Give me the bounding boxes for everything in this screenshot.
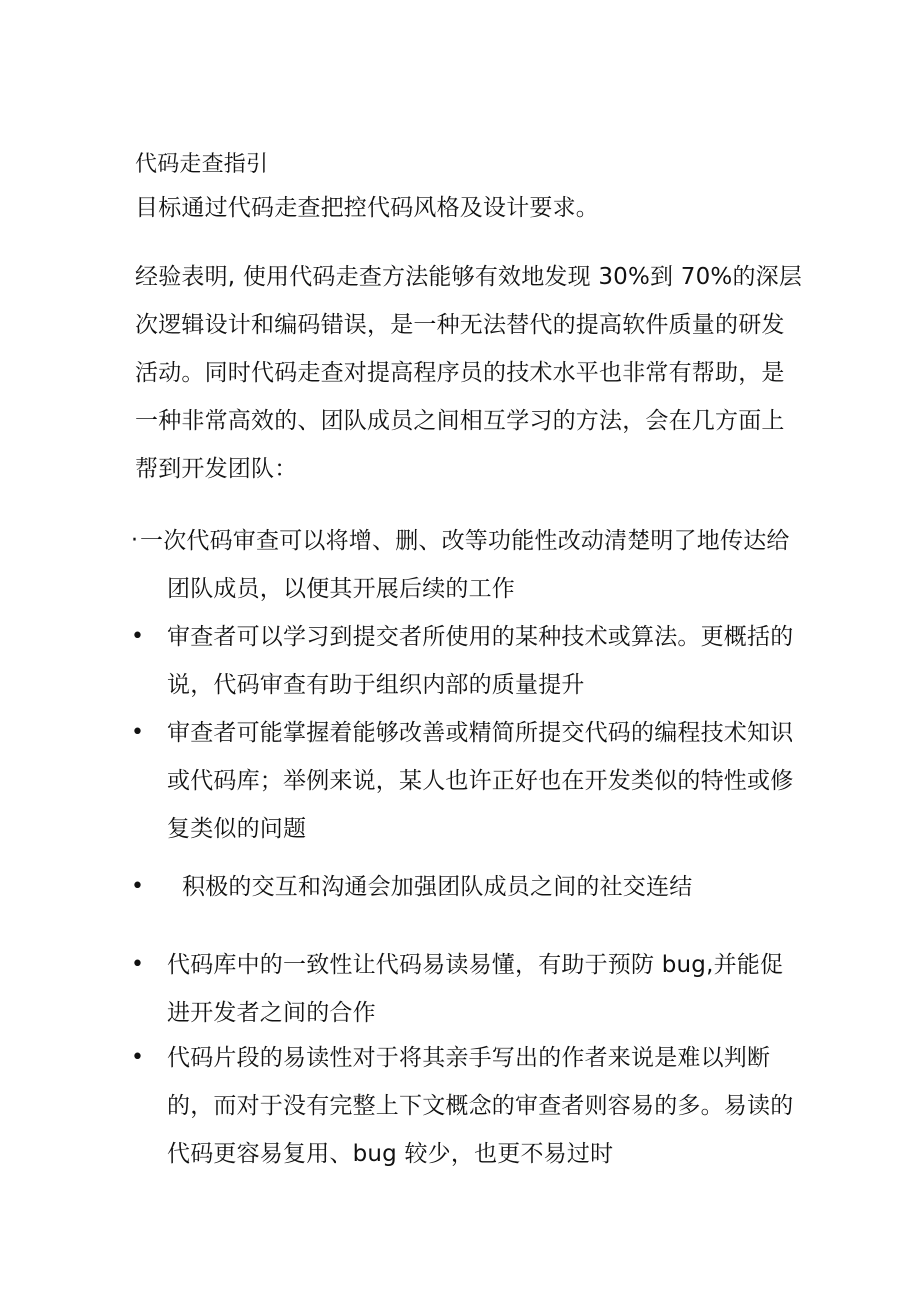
list-item-line: 进开发者之间的合作: [167, 1000, 376, 1026]
intro-line: 活动。同时代码走查对提高程序员的技术水平也非常有帮助，是: [135, 360, 785, 386]
goal-text: 目标通过代码走查把控代码风格及设计要求。: [135, 195, 599, 221]
list-item-line: 说，代码审查有助于组织内部的质量提升: [167, 672, 585, 698]
intro-line: 一种非常高效的、团队成员之间相互学习的方法，会在几方面上: [135, 408, 785, 434]
intro-line: 次逻辑设计和编码错误，是一种无法替代的提高软件质量的研发: [135, 312, 785, 338]
list-item-line: 团队成员，以便其开展后续的工作: [167, 576, 515, 602]
bullet-icon: •: [131, 874, 144, 899]
document-title: 代码走查指引: [135, 152, 269, 177]
list-item-line: 复类似的问题: [167, 816, 307, 842]
bullet-icon: •: [131, 952, 144, 977]
bullet-icon: •: [131, 1045, 144, 1070]
bullet-icon: •: [131, 624, 144, 649]
list-item-line: 代码片段的易读性对于将其亲手写出的作者来说是难以判断: [167, 1045, 771, 1071]
bullet-icon: •: [131, 720, 144, 745]
bullet-icon: ·: [131, 528, 138, 553]
list-item-line: 代码更容易复用、bug 较少，也更不易过时: [167, 1141, 614, 1167]
list-item-line: 的，而对于没有完整上下文概念的审查者则容易的多。易读的: [167, 1093, 794, 1119]
list-item-line: 审查者可能掌握着能够改善或精简所提交代码的编程技术知识: [167, 720, 794, 746]
list-item-line: 积极的交互和沟通会加强团队成员之间的社交连结: [182, 874, 693, 900]
intro-line: 帮到开发团队：: [135, 456, 298, 482]
list-item-line: 或代码库；举例来说，某人也许正好也在开发类似的特性或修: [167, 768, 794, 794]
list-item-line: 审查者可以学习到提交者所使用的某种技术或算法。更概括的: [167, 624, 794, 650]
list-item-line: 一次代码审查可以将增、删、改等功能性改动清楚明了地传达给: [140, 528, 790, 554]
intro-line: 经验表明, 使用代码走查方法能够有效地发现 30%到 70%的深层: [135, 264, 803, 290]
list-item-line: 代码库中的一致性让代码易读易懂，有助于预防 bug,并能促: [167, 952, 784, 978]
